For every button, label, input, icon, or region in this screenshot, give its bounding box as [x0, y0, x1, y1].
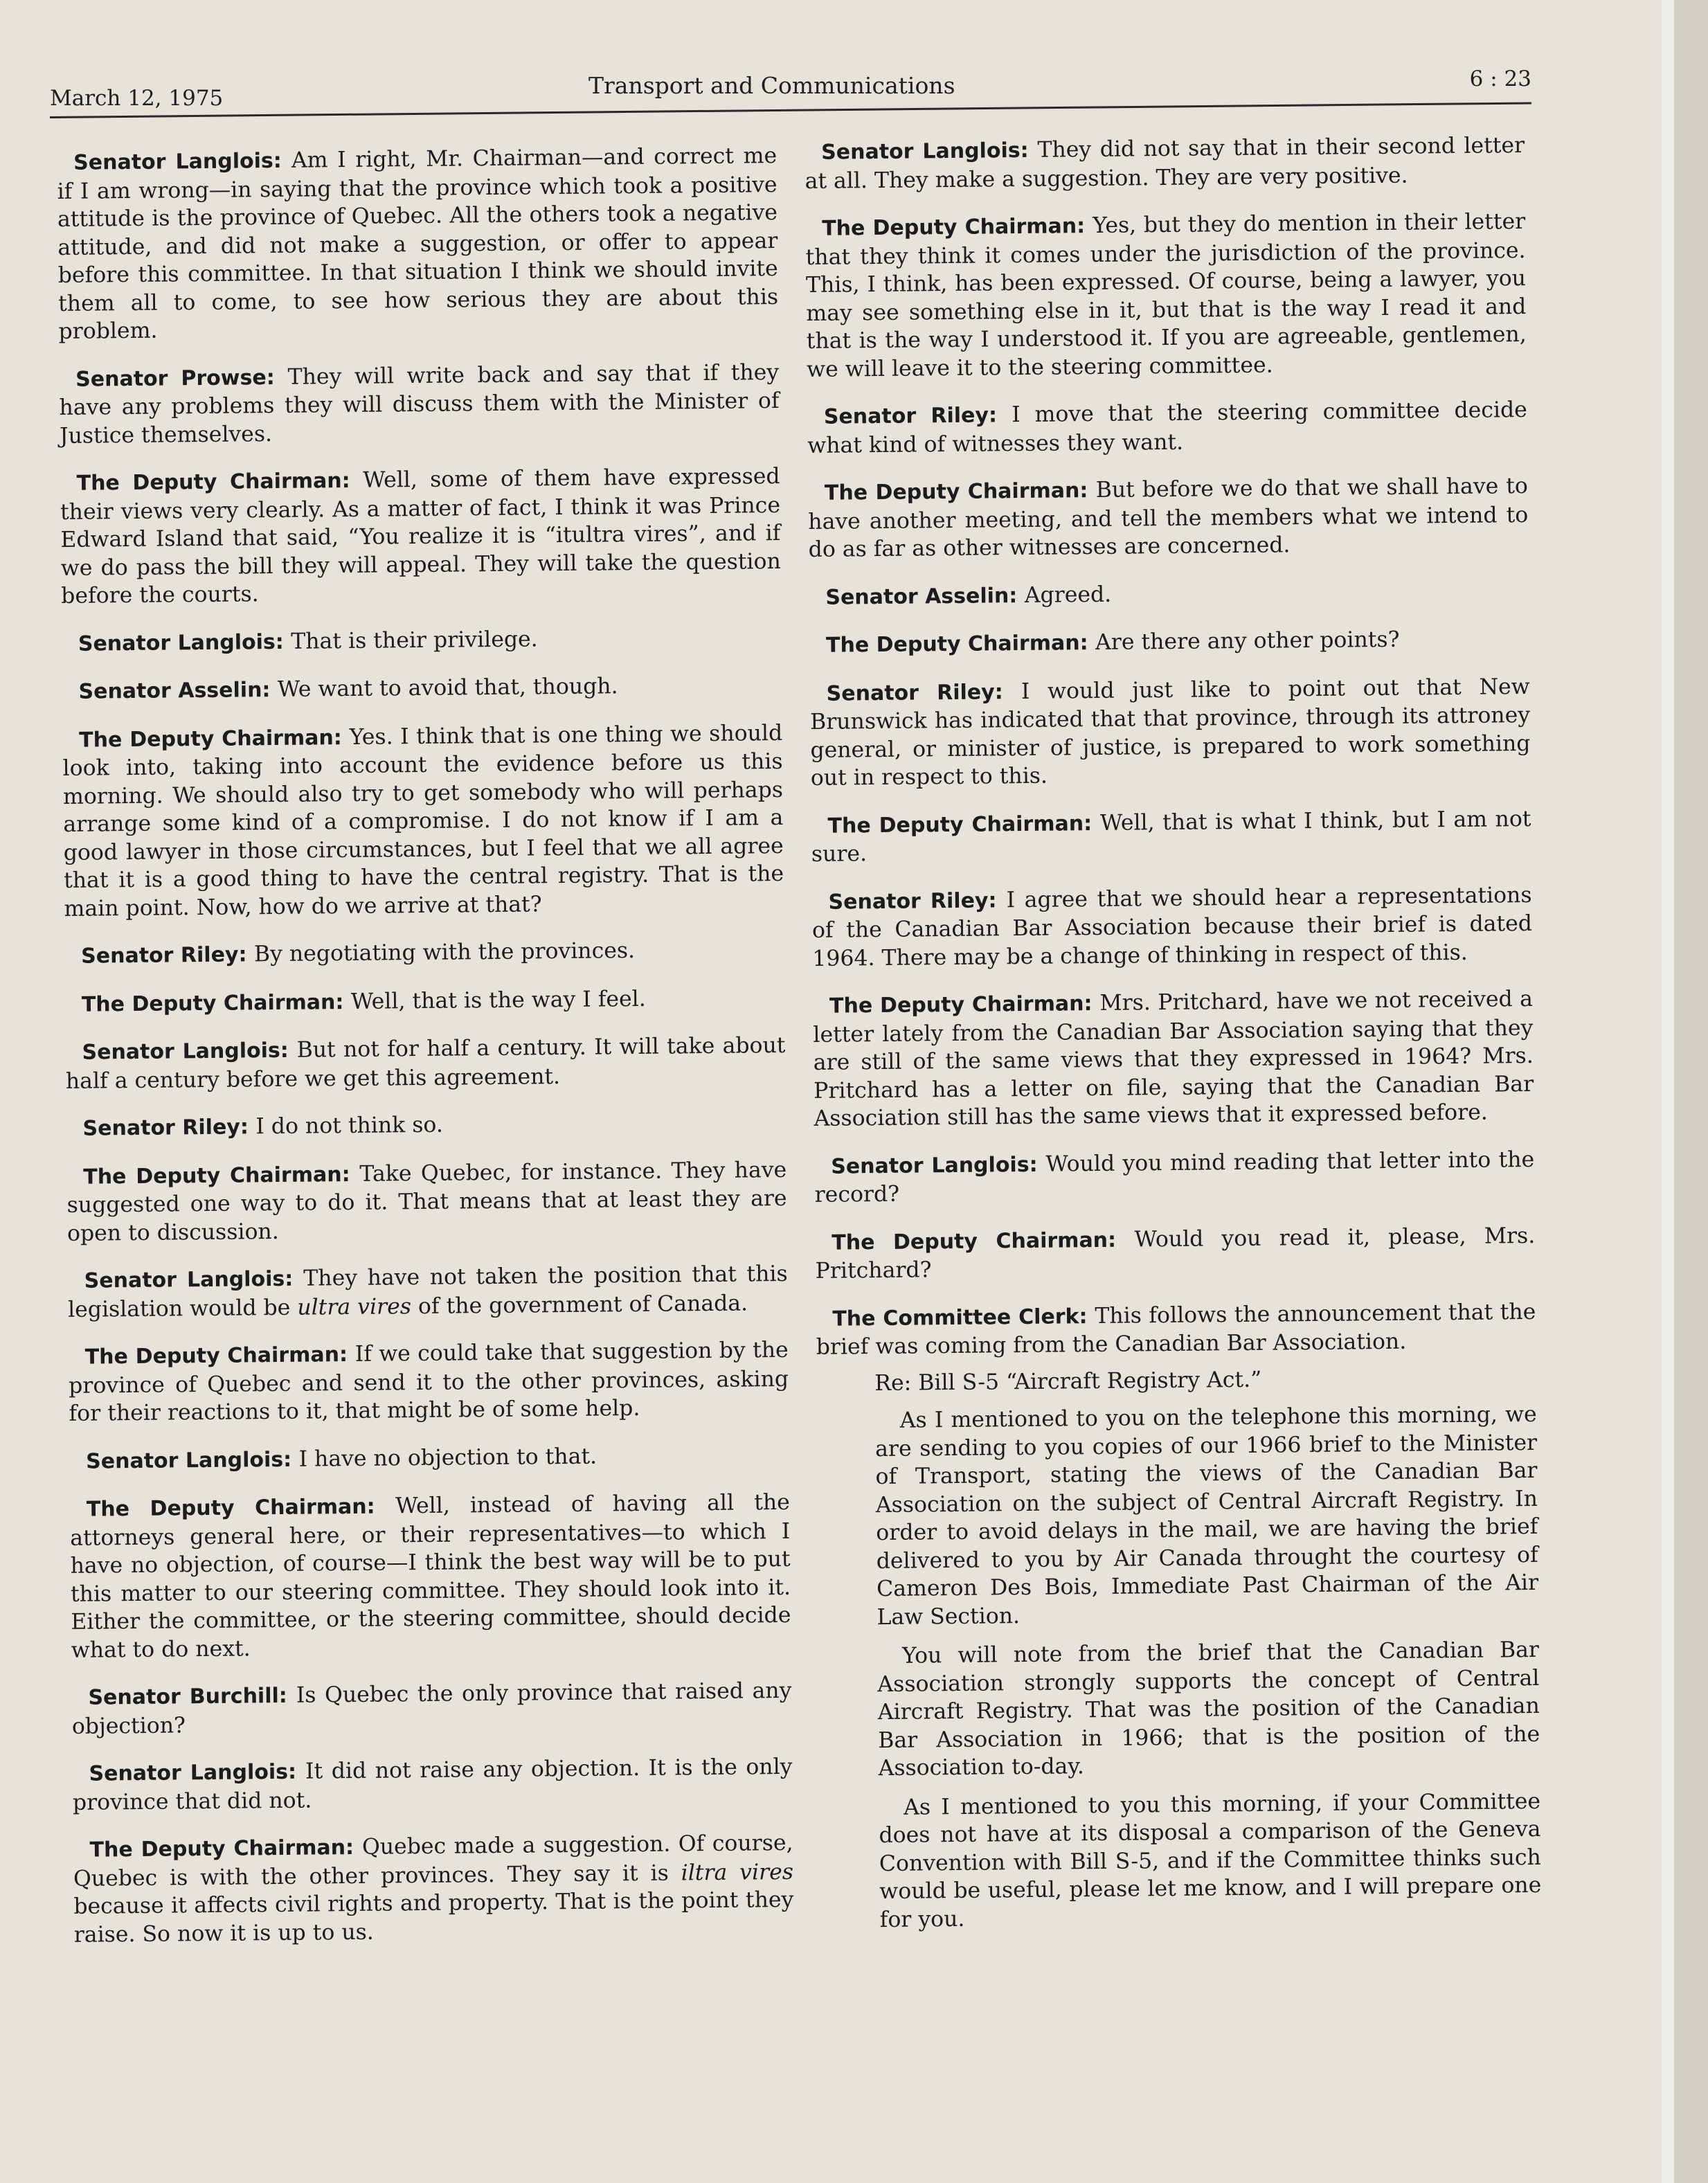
left-column: [57, 142, 794, 1968]
speaker-name: Senator Riley: [823, 403, 989, 429]
speaker-name: Senator Langlois: [89, 1759, 289, 1786]
speaker-name: Senator Riley: [828, 888, 989, 915]
speech-paragraph: Senator Langlois: But not for half a century. It will take about half a century before we get this agreement.: [65, 1032, 786, 1094]
speech-paragraph: Senator Langlois: They did not say that in their second letter at all. They make a suggestion. They are very positive.: [804, 133, 1525, 194]
speech-paragraph: Senator Langlois: Would you mind reading that letter into the record?: [814, 1147, 1535, 1207]
speaker-name: The Deputy Chairman: [827, 811, 1084, 838]
speech-text: But not for half a century. It will take about half a century before we get this agreement.: [65, 1032, 786, 1094]
speech-text: They have not taken the position that this legislation would be: [67, 1261, 788, 1322]
speech-paragraph: The Deputy Chairman: Well, some of them have expressed their views very clearly. As a matter of fact, I think it was Prince Edward Island that said, “You realize it is “itultra vires”, and if we do pass the bill they will appeal. They will take the question before the courts.: [60, 463, 781, 609]
right-column-speeches: [804, 132, 1536, 1361]
header-title: Transport and Communications: [588, 72, 955, 99]
speech-paragraph: The Deputy Chairman: Yes. I think that is one thing we should look into, taking into account the evidence before us this morning. We should also try to get somebody who will perhaps arrange some kind of a compromise. I do not know if I am a good lawyer in those circumstances, but I feel that we all agree that it is a good thing to have the central registry. That is the main point. Now, how do we arrive at that?: [62, 720, 784, 922]
speech-paragraph: Senator Asselin: We want to avoid that, though.: [78, 674, 618, 704]
speech-text: I move that the steering committee decide what kind of witnesses they want.: [807, 397, 1527, 458]
speaker-name: The Deputy Chairman: [822, 214, 1077, 241]
header-page-number: 6 : 23: [1469, 66, 1531, 91]
right-column: [804, 132, 1542, 1946]
speech-paragraph: The Deputy Chairman: If we could take that suggestion by the province of Quebec and send it to the other provinces, asking for their reactions to it, that might be of some help.: [68, 1337, 789, 1426]
speech-paragraph: The Deputy Chairman: Mrs. Pritchard, have we not received a letter lately from the Canadian Bar Association saying that they are still of the same views that they expressed in 1964? Mrs. Pritchard has a letter on file, saying that the Canadian Bar Association still has the same views that it expressed before.: [813, 986, 1534, 1131]
speech-paragraph: Senator Langlois: They have not taken the position that this legislation would be ultra vires of the government of Canada.: [67, 1261, 788, 1322]
speech-paragraph: Senator Langlois: It did not raise any objection. It is the only province that did not.: [72, 1754, 793, 1815]
speech-paragraph: The Deputy Chairman: But before we do that we shall have to have another meeting, and tell the members what we intend to do as far as other witnesses are concerned.: [808, 473, 1529, 562]
speaker-name: Senator Langlois: [84, 1266, 285, 1293]
speaker-name: Senator Langlois: [86, 1447, 284, 1474]
speaker-name: The Deputy Chairman: [83, 1162, 342, 1189]
speech-paragraph: Senator Prowse: They will write back and say that if they have any problems they will discuss them with the Minister of Justice themselves.: [59, 359, 780, 449]
speech-text: Yes. I think that is one thing we should look into, taking into account the evidence before us this morning. We should also try to get somebody who will perhaps arrange some kind of a compromise. I do not know if I am a good lawyer in those circumstances, but I feel that we all agree that it is a good thing to have the central registry. That is the main point. Now, how do we arrive at that?: [62, 720, 784, 922]
speaker-name: The Committee Clerk: [832, 1304, 1079, 1331]
speech-paragraph: The Deputy Chairman: Would you read it, please, Mrs. Pritchard?: [815, 1223, 1536, 1284]
speech-paragraph: The Deputy Chairman: Well, that is the way I feel.: [81, 986, 646, 1017]
speaker-name: Senator Asselin: [78, 678, 262, 704]
speaker-name: The Deputy Chairman: [86, 1494, 367, 1522]
speech-paragraph: Senator Langlois: I have no objection to that.: [86, 1444, 597, 1474]
speech-text: I would just like to point out that New Brunswick has indicated that that province, through its attroney general, or minister of justice, is prepared to work something out in respect to this.: [809, 674, 1531, 791]
quoted-letter: [874, 1363, 1542, 1934]
speaker-name: Senator Langlois: [82, 1038, 280, 1065]
letter-paragraph: As I mentioned to you this morning, if your Committee does not have at its disposal a comparison of the Geneva Convention with Bill S-5, and if the Committee thinks such would be useful, please let me know, and I will prepare one for you.: [879, 1788, 1542, 1932]
speech-paragraph: The Committee Clerk: This follows the announcement that the brief was coming from the Canadian Bar Association.: [816, 1299, 1536, 1360]
letter-paragraph: You will note from the brief that the Canadian Bar Association strongly supports the concept of Central Aircraft Registry. That was the position of the Canadian Bar Association in 1966; that is the position of the Association to-day.: [877, 1637, 1540, 1781]
speech-text: Would you mind reading that letter into the record?: [814, 1147, 1535, 1207]
speaker-name: The Deputy Chairman: [831, 1228, 1108, 1255]
speaker-name: Senator Riley: [82, 1115, 241, 1141]
letter-re-line: Re: Bill S-5 “Aircraft Registry Act.”: [874, 1367, 1262, 1396]
speech-text: That is their privilege.: [291, 626, 538, 654]
speech-paragraph: Senator Asselin: Agreed.: [825, 582, 1112, 610]
speech-paragraph: Senator Riley: I move that the steering committee decide what kind of witnesses they want.: [807, 397, 1527, 458]
speech-paragraph: The Deputy Chairman: Are there any other points?: [825, 627, 1400, 658]
speech-paragraph: Senator Burchill: Is Quebec the only province that raised any objection?: [71, 1678, 792, 1739]
speaker-name: Senator Langlois: [831, 1152, 1030, 1179]
speech-text: Well, that is the way I feel.: [350, 986, 646, 1014]
speaker-name: The Deputy Chairman: [89, 1835, 346, 1862]
speech-paragraph: Senator Langlois: That is their privilege.: [78, 626, 538, 656]
speaker-name: The Deputy Chairman: [79, 725, 334, 753]
speaker-name: Senator Langlois: [73, 148, 273, 175]
speaker-name: Senator Langlois: [821, 138, 1021, 165]
speech-text: It did not raise any objection. It is the only province that did not.: [72, 1754, 793, 1815]
speech-text: Well, that is what I think, but I am not sure.: [811, 806, 1531, 867]
speech-text: Are there any other points?: [1095, 627, 1400, 656]
speech-text: By negotiating with the provinces.: [253, 938, 636, 967]
speech-paragraph: The Deputy Chairman: Yes, but they do mention in their letter that they think it comes under the jurisdiction of the province. This, I think, has been expressed. Of course, being a lawyer, you may see something else in it, but that is the way I read it and that is the way I understood it. If you are agreeable, gentlemen, we will leave it to the steering committee.: [805, 209, 1527, 382]
speaker-name: The Deputy Chairman: [825, 631, 1080, 658]
speaker-name: Senator Riley: [81, 942, 239, 969]
speech-text: If we could take that suggestion by the province of Quebec and send it to the other provinces, asking for their reactions to it, that might be of some help.: [68, 1337, 789, 1426]
speech-italic: iltra vires: [681, 1859, 794, 1885]
speech-text: This follows the announcement that the brief was coming from the Canadian Bar Association.: [816, 1299, 1536, 1360]
speech-text: Am I right, Mr. Chairman—and correct me if I am wrong—in saying that the province which took a positive attitude is the province of Quebec. All the others took a negative attitude, and did not make a suggestion, or offer to appear before this committee. In that situation I think we should invite them all to come, to see how serious they are about this problem.: [57, 143, 779, 344]
speech-paragraph: Senator Riley: I would just like to point out that New Brunswick has indicated that that province, through its attroney general, or minister of justice, is prepared to work something out in respect to this.: [809, 674, 1531, 791]
page-edge: [1662, 0, 1708, 2183]
speech-text: of the government of Canada.: [411, 1290, 748, 1319]
speech-paragraph: Senator Riley: I agree that we should hear a representations of the Canadian Bar Association because their brief is dated 1964. There may be a change of thinking in respect of this.: [811, 882, 1533, 971]
speaker-name: Senator Asselin: [825, 583, 1009, 610]
speech-text: We want to avoid that, though.: [277, 674, 618, 702]
speech-text: Mrs. Pritchard, have we not received a letter lately from the Canadian Bar Association saying that they are still of the same views that they expressed in 1964? Mrs. Pritchard has a letter on file, saying that the Canadian Bar Association still has the same views that it expressed before.: [813, 986, 1534, 1131]
speaker-name: Senator Prowse: [75, 365, 267, 392]
letter-paragraph: As I mentioned to you on the telephone this morning, we are sending to you copies of our 1966 brief to the Minister of Transport, stating the views of the Canadian Bar Association on the subject of Central Aircraft Registry. In order to avoid delays in the mail, we are having the brief delivered to you by Air Canada throught the courtesy of Cameron Des Bois, Immediate Past Chairman of the Air Law Section.: [874, 1401, 1539, 1630]
speech-text: Would you read it, please, Mrs. Pritchard?: [815, 1223, 1536, 1284]
speech-text: because it affects civil rights and property. That is the point they raise. So now it is up to us.: [73, 1887, 794, 1948]
speech-text: I do not think so.: [255, 1112, 444, 1140]
speech-text: I have no objection to that.: [298, 1444, 597, 1472]
speech-paragraph: The Deputy Chairman: Well, that is what I think, but I am not sure.: [811, 806, 1531, 867]
speech-text: Quebec made a suggestion. Of course, Quebec is with the other provinces. They say it is: [73, 1830, 793, 1892]
speech-text: Take Quebec, for instance. They have suggested one way to do it. That means that at least they are open to discussion.: [66, 1157, 787, 1246]
speaker-name: Senator Langlois: [78, 629, 276, 656]
speaker-name: The Deputy Chairman: [76, 469, 342, 496]
speaker-name: Senator Burchill: [88, 1684, 279, 1710]
speech-text: I agree that we should hear a representations of the Canadian Bar Association because their brief is dated 1964. There may be a change of thinking in respect of this.: [811, 882, 1533, 971]
speaker-name: Senator Riley: [826, 679, 995, 706]
speech-paragraph: The Deputy Chairman: Take Quebec, for instance. They have suggested one way to do it. That means that at least they are open to discussion.: [66, 1157, 787, 1246]
speech-text: But before we do that we shall have to have another meeting, and tell the members what we intend to do as far as other witnesses are concerned.: [808, 473, 1529, 562]
header-date: March 12, 1975: [50, 86, 224, 111]
speaker-name: The Deputy Chairman: [829, 991, 1084, 1018]
speech-paragraph: The Deputy Chairman: Well, instead of having all the attorneys general here, or their representatives—to which I have no objection, of course—I think the best way will be to put this matter to our steering committee. They should look into it. Either the committee, or the steering committee, should decide what to do next.: [70, 1489, 791, 1663]
speech-paragraph: Senator Riley: By negotiating with the provinces.: [81, 938, 636, 969]
speech-text: Well, instead of having all the attorneys general here, or their representatives—to which I have no objection, of course—I think the best way will be to put this matter to our steering committee. They should look into it. Either the committee, or the steering committee, should decide what to do next.: [70, 1489, 791, 1663]
speech-text: Agreed.: [1024, 582, 1112, 608]
speaker-name: The Deputy Chairman: [81, 989, 336, 1017]
speech-paragraph: The Deputy Chairman: Quebec made a suggestion. Of course, Quebec is with the other provinces. They say it is iltra vires because it affects civil rights and property. That is the point they raise. So now it is up to us.: [73, 1830, 794, 1948]
speaker-name: The Deputy Chairman: [84, 1342, 340, 1369]
speech-text: They did not say that in their second letter at all. They make a suggestion. They are very positive.: [804, 133, 1525, 194]
speaker-name: The Deputy Chairman: [824, 478, 1080, 505]
page-header: [50, 66, 1531, 115]
speech-text: Well, some of them have expressed their views very clearly. As a matter of fact, I think it was Prince Edward Island that said, “You realize it is “itultra vires”, and if we do pass the bill they will appeal. They will take the question before the courts.: [60, 463, 781, 609]
speech-italic: ultra vires: [297, 1293, 412, 1320]
speech-text: Is Quebec the only province that raised any objection?: [71, 1678, 792, 1739]
speech-text: Yes, but they do mention in their letter that they think it comes under the jurisdiction of the province. This, I think, has been expressed. Of course, being a lawyer, you may see something else in it, but that is the way I read it and that is the way I understood it. If you are agreeable, gentlemen, we will leave it to the steering committee.: [805, 209, 1527, 382]
speech-paragraph: Senator Langlois: Am I right, Mr. Chairman—and correct me if I am wrong—in saying that the province which took a positive attitude is the province of Quebec. All the others took a negative attitude, and did not make a suggestion, or offer to appear before this committee. In that situation I think we should invite them all to come, to see how serious they are about this problem.: [57, 143, 779, 344]
speech-text: They will write back and say that if they have any problems they will discuss them with the Minister of Justice themselves.: [59, 359, 780, 449]
speech-paragraph: Senator Riley: I do not think so.: [82, 1112, 444, 1141]
